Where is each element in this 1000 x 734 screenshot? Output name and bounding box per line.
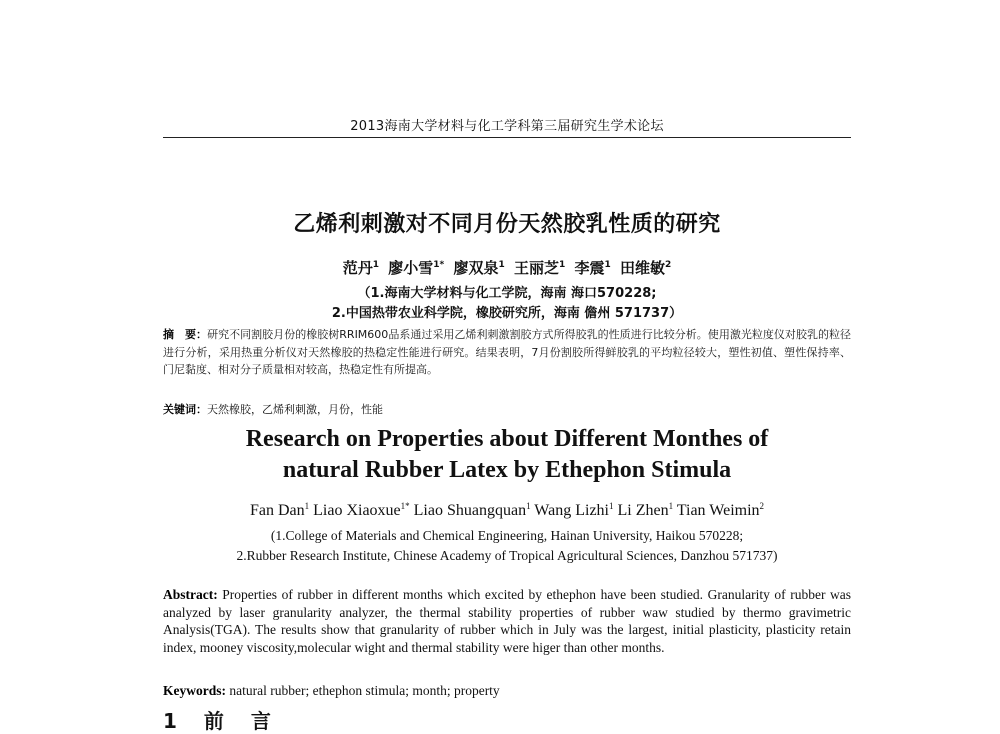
keywords-text: natural rubber; ethephon stimula; month; property [229, 683, 500, 698]
author-name: 范丹 [342, 259, 373, 277]
author-affiliation-mark: 1 [372, 260, 379, 270]
affiliation-line: 2.Rubber Research Institute, Chinese Academy of Tropical Agricultural Sciences, Danzhou 571737) [236, 548, 778, 563]
title-line: natural Rubber Latex by Ethephon Stimula [282, 457, 732, 483]
author-affiliation-mark: 1* [433, 260, 445, 270]
chinese-keywords [163, 401, 851, 418]
section-number: 1 [163, 709, 187, 733]
author-affiliation-mark: 1 [526, 501, 531, 511]
author-name: Fan Dan [249, 502, 305, 519]
author-affiliation-mark: 1* [400, 501, 410, 511]
keywords-label: Keywords: [163, 683, 226, 698]
author-name: Liao Shuangquan [413, 502, 527, 519]
author-name: 廖小雪 [388, 259, 434, 277]
author-name: 廖双泉 [453, 259, 499, 277]
english-keywords [163, 682, 851, 699]
author-affiliation-mark: 2 [665, 260, 672, 270]
chinese-title: 乙烯利刺激对不同月份天然胶乳性质的研究 [293, 212, 721, 237]
author-affiliation-mark: 1 [668, 501, 674, 511]
author-affiliation-mark: 2 [759, 501, 765, 511]
author-affiliation-mark: 1 [558, 260, 566, 270]
abstract-text: 研究不同割胶月份的橡胶树RRIM600品系通过采用乙烯利刺激割胶方式所得胶乳的性质进行比较分析。使用激光粒度仪对胶乳的粒径进行分析，采用热重分析仪对天然橡胶的热稳定性能进行研究。结果表明，7月份割胶所得鲜胶乳的平均粒径较大，塑性初值、塑性保持率、门尼黏度、相对分子质量相对较高，热稳定性有所提高。 [163, 328, 852, 376]
author-name: 田维敏 [620, 259, 666, 277]
abstract-text: Properties of rubber in different months which excited by ethephon have been studied. Granularity of rubber was analyzed by laser granularity analyzer, the thermal stability properties of rubber waw studied by thermo gravimetric Analysis(TGA). The results show that granularity of rubber which in July was the largest, initial plasticity, plasticity retain index, mooney viscosity,molecular wight and thermal stability were higer than other months. [163, 587, 851, 655]
abstract-label: Abstract: [163, 587, 218, 602]
section-title: 前 言 [203, 709, 281, 733]
keywords-label: 关键词： [163, 403, 207, 416]
author-affiliation-mark: 1 [608, 501, 614, 511]
author-name: Liao Xiaoxue [313, 502, 401, 519]
section-heading [163, 705, 281, 734]
affiliation-line: 2.中国热带农业科学院，橡胶研究所，海南 儋州 571737） [331, 306, 683, 321]
english-authors [163, 502, 851, 520]
author-name: 李震 [574, 259, 605, 277]
author-name: Li Zhen [617, 502, 669, 519]
chinese-affiliations [163, 284, 851, 324]
author-affiliation-mark: 1 [604, 260, 611, 270]
running-header: 2013海南大学材料与化工学科第三届研究生学术论坛 [350, 119, 664, 134]
author-name: Wang Lizhi [534, 502, 609, 519]
title-line: Research on Properties about Different Monthes of [245, 426, 769, 452]
affiliation-line: (1.College of Materials and Chemical Engineering, Hainan University, Haikou 570228; [270, 528, 744, 543]
abstract-label: 摘 要： [163, 328, 208, 341]
author-affiliation-mark: 1 [304, 501, 310, 511]
affiliation-line: （1.海南大学材料与化工学院，海南 海口570228; [357, 286, 657, 301]
header-rule [163, 137, 851, 138]
english-title [163, 424, 851, 486]
author-name: 王丽芝 [513, 259, 559, 277]
keywords-text: 天然橡胶，乙烯利刺激，月份，性能 [207, 403, 383, 416]
chinese-abstract [163, 326, 851, 379]
english-abstract [163, 586, 851, 656]
author-affiliation-mark: 1 [498, 260, 505, 270]
chinese-authors [163, 257, 851, 278]
english-affiliations [150, 526, 864, 566]
author-name: Tian Weimin [676, 502, 760, 519]
